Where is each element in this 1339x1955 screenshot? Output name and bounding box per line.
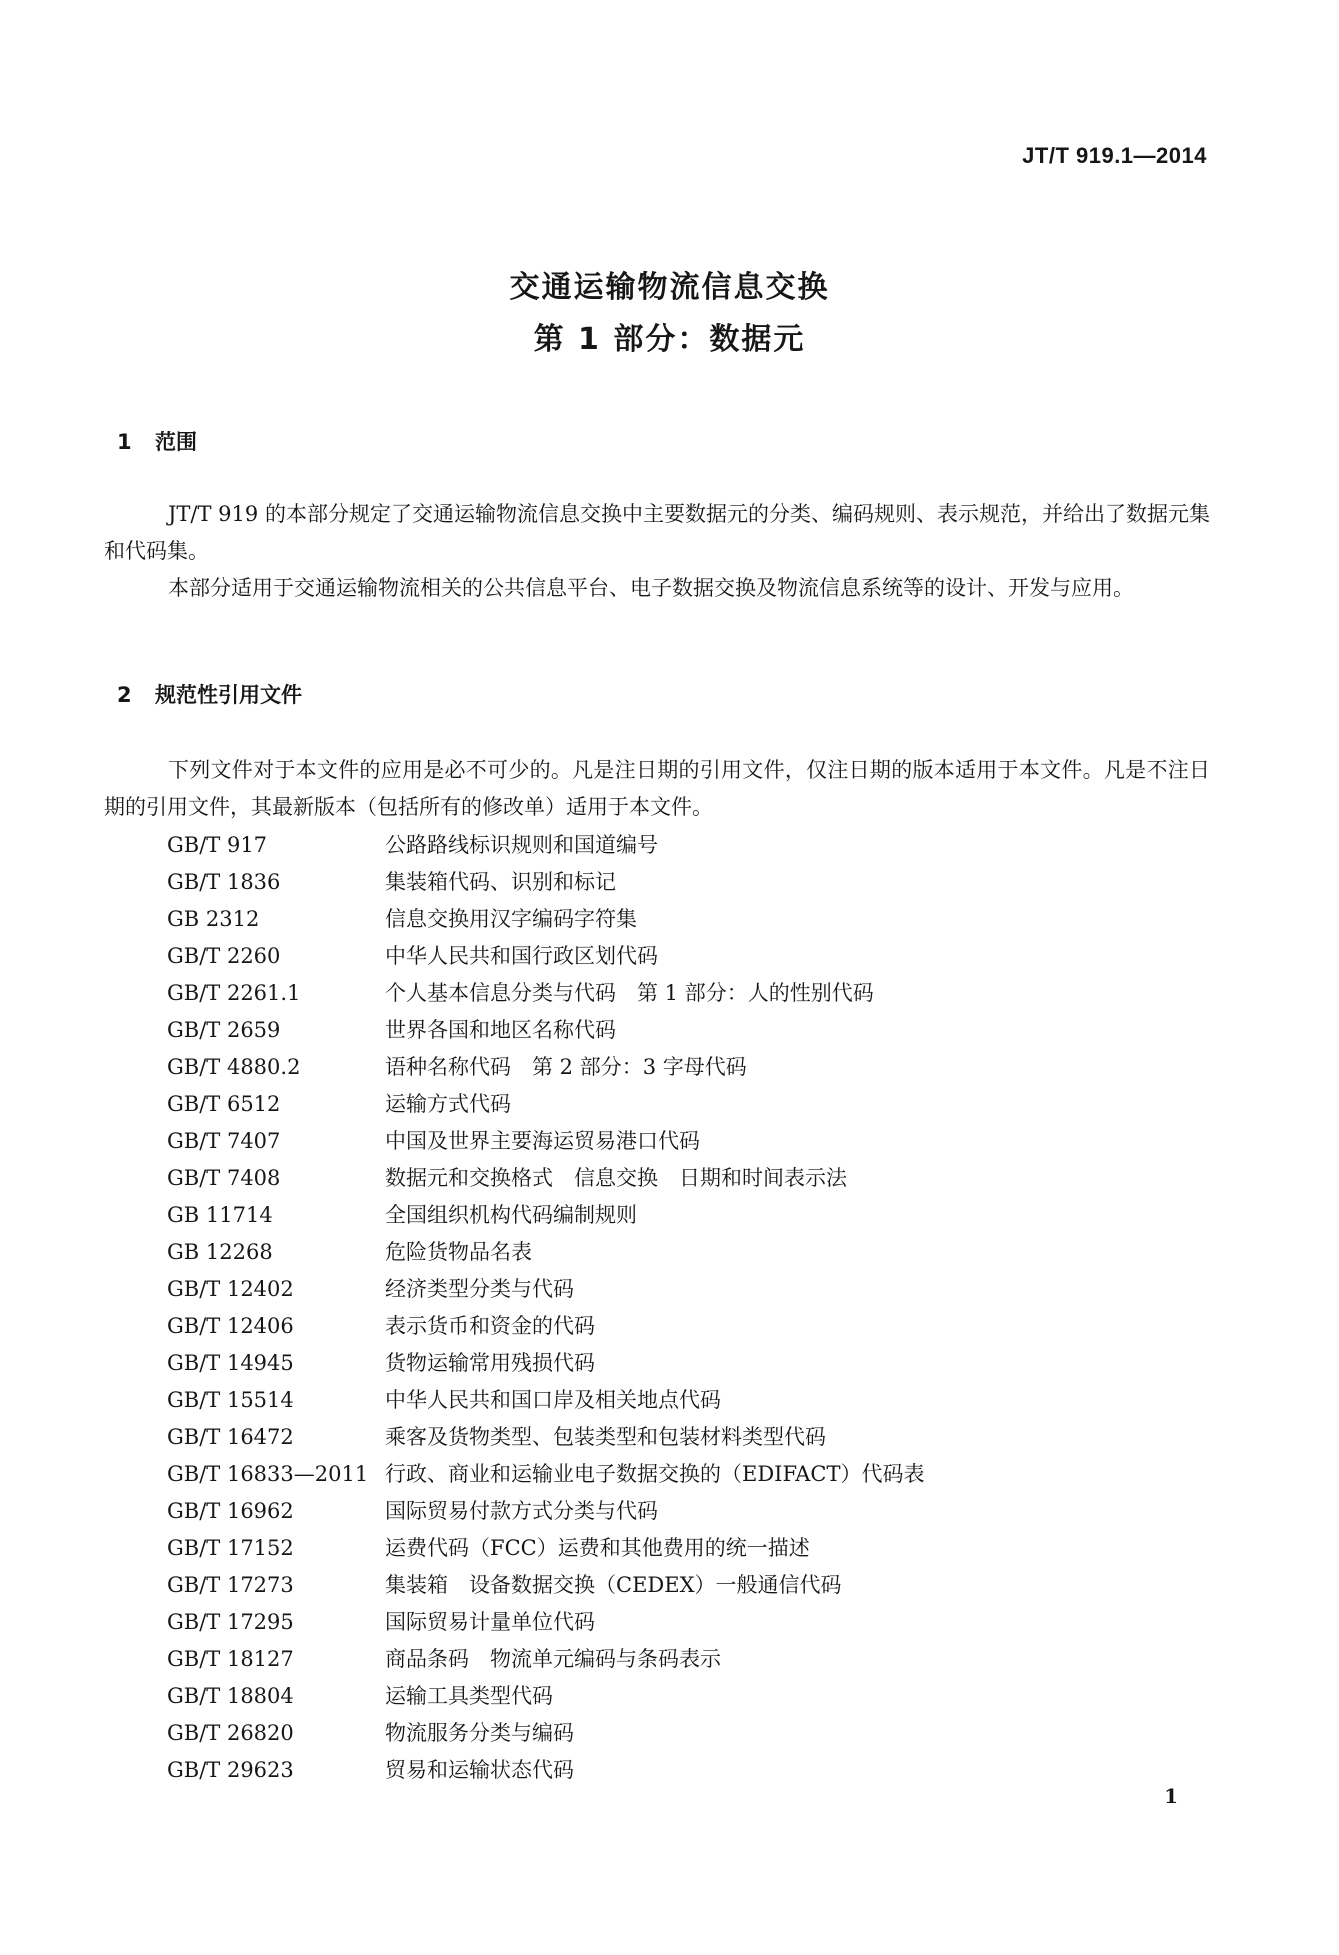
reference-list bbox=[167, 827, 1147, 1789]
reference-item bbox=[167, 1345, 1147, 1382]
reference-code: GB/T 29623 bbox=[167, 1758, 294, 1782]
reference-title: 全国组织机构代码编制规则 bbox=[385, 1203, 637, 1227]
reference-item bbox=[167, 1382, 1147, 1419]
reference-code: GB/T 17152 bbox=[167, 1536, 294, 1560]
reference-title: 世界各国和地区名称代码 bbox=[385, 1018, 616, 1042]
section-2-heading bbox=[117, 679, 302, 709]
reference-item bbox=[167, 1493, 1147, 1530]
reference-code: GB/T 16833—2011 bbox=[167, 1462, 369, 1486]
section-1-heading bbox=[117, 426, 197, 456]
reference-code: GB/T 12402 bbox=[167, 1277, 294, 1301]
reference-item bbox=[167, 975, 1147, 1012]
reference-title: 商品条码 物流单元编码与条码表示 bbox=[385, 1647, 721, 1671]
reference-code: GB/T 2659 bbox=[167, 1018, 281, 1042]
reference-item bbox=[167, 1456, 1147, 1493]
reference-code: GB/T 17273 bbox=[167, 1573, 294, 1597]
reference-code: GB/T 7408 bbox=[167, 1166, 281, 1190]
reference-code: GB/T 2261.1 bbox=[167, 981, 301, 1005]
reference-item bbox=[167, 1641, 1147, 1678]
section-title: 范围 bbox=[155, 430, 197, 454]
reference-title: 集装箱 设备数据交换（CEDEX）一般通信代码 bbox=[385, 1573, 842, 1597]
reference-title: 中华人民共和国口岸及相关地点代码 bbox=[385, 1388, 721, 1412]
reference-item bbox=[167, 1530, 1147, 1567]
reference-item bbox=[167, 1123, 1147, 1160]
reference-title: 危险货物品名表 bbox=[385, 1240, 532, 1264]
reference-code: GB 2312 bbox=[167, 907, 260, 931]
reference-code: GB/T 1836 bbox=[167, 870, 281, 894]
reference-item bbox=[167, 1567, 1147, 1604]
reference-title: 国际贸易计量单位代码 bbox=[385, 1610, 595, 1634]
reference-title: 国际贸易付款方式分类与代码 bbox=[385, 1499, 658, 1523]
reference-code: GB/T 17295 bbox=[167, 1610, 294, 1634]
reference-item bbox=[167, 1012, 1147, 1049]
document-number: JT/T 919.1—2014 bbox=[1022, 143, 1207, 168]
references-intro: 下列文件对于本文件的应用是必不可少的。凡是注日期的引用文件，仅注日期的版本适用于本文件。凡是不注日期的引用文件，其最新版本（包括所有的修改单）适用于本文件。 bbox=[104, 758, 1210, 819]
reference-title: 信息交换用汉字编码字符集 bbox=[385, 907, 637, 931]
document-title: 交通运输物流信息交换 bbox=[509, 270, 830, 305]
reference-title: 贸易和运输状态代码 bbox=[385, 1758, 574, 1782]
reference-item bbox=[167, 1086, 1147, 1123]
section-number: 2 bbox=[117, 683, 132, 707]
page-number: 1 bbox=[1164, 1784, 1178, 1808]
reference-item bbox=[167, 1308, 1147, 1345]
reference-title: 数据元和交换格式 信息交换 日期和时间表示法 bbox=[385, 1166, 847, 1190]
reference-item bbox=[167, 901, 1147, 938]
reference-code: GB/T 16472 bbox=[167, 1425, 294, 1449]
reference-code: GB/T 26820 bbox=[167, 1721, 294, 1745]
reference-item bbox=[167, 1197, 1147, 1234]
reference-code: GB/T 917 bbox=[167, 833, 268, 857]
reference-code: GB 11714 bbox=[167, 1203, 273, 1227]
reference-title: 行政、商业和运输业电子数据交换的（EDIFACT）代码表 bbox=[385, 1462, 925, 1486]
reference-title: 集装箱代码、识别和标记 bbox=[385, 870, 616, 894]
reference-code: GB/T 6512 bbox=[167, 1092, 281, 1116]
reference-title: 语种名称代码 第 2 部分：3 字母代码 bbox=[385, 1055, 747, 1079]
reference-title: 公路路线标识规则和国道编号 bbox=[385, 833, 658, 857]
reference-item bbox=[167, 1271, 1147, 1308]
scope-paragraph: JT/T 919 的本部分规定了交通运输物流信息交换中主要数据元的分类、编码规则、表示规范，并给出了数据元集和代码集。 bbox=[104, 502, 1210, 563]
reference-item bbox=[167, 1160, 1147, 1197]
reference-item bbox=[167, 1604, 1147, 1641]
reference-title: 运费代码（FCC）运费和其他费用的统一描述 bbox=[385, 1536, 810, 1560]
reference-code: GB/T 12406 bbox=[167, 1314, 294, 1338]
reference-code: GB/T 18804 bbox=[167, 1684, 294, 1708]
reference-code: GB/T 4880.2 bbox=[167, 1055, 301, 1079]
section-number: 1 bbox=[117, 430, 132, 454]
reference-code: GB/T 14945 bbox=[167, 1351, 294, 1375]
reference-title: 表示货币和资金的代码 bbox=[385, 1314, 595, 1338]
reference-title: 运输方式代码 bbox=[385, 1092, 511, 1116]
reference-code: GB/T 2260 bbox=[167, 944, 281, 968]
reference-title: 中华人民共和国行政区划代码 bbox=[385, 944, 658, 968]
reference-title: 货物运输常用残损代码 bbox=[385, 1351, 595, 1375]
reference-code: GB 12268 bbox=[167, 1240, 273, 1264]
reference-item bbox=[167, 1234, 1147, 1271]
reference-item bbox=[167, 1752, 1147, 1789]
reference-title: 中国及世界主要海运贸易港口代码 bbox=[385, 1129, 700, 1153]
reference-code: GB/T 7407 bbox=[167, 1129, 281, 1153]
reference-code: GB/T 15514 bbox=[167, 1388, 294, 1412]
reference-title: 运输工具类型代码 bbox=[385, 1684, 553, 1708]
reference-item bbox=[167, 1678, 1147, 1715]
reference-title: 经济类型分类与代码 bbox=[385, 1277, 574, 1301]
scope-paragraph: 本部分适用于交通运输物流相关的公共信息平台、电子数据交换及物流信息系统等的设计、开发与应用。 bbox=[168, 576, 1134, 600]
reference-item bbox=[167, 938, 1147, 975]
reference-item bbox=[167, 864, 1147, 901]
document-subtitle: 第 1 部分：数据元 bbox=[533, 322, 806, 357]
reference-title: 个人基本信息分类与代码 第 1 部分：人的性别代码 bbox=[385, 981, 874, 1005]
reference-item bbox=[167, 827, 1147, 864]
reference-item bbox=[167, 1049, 1147, 1086]
section-title: 规范性引用文件 bbox=[155, 683, 302, 707]
reference-title: 乘客及货物类型、包装类型和包装材料类型代码 bbox=[385, 1425, 826, 1449]
reference-code: GB/T 18127 bbox=[167, 1647, 294, 1671]
reference-item bbox=[167, 1715, 1147, 1752]
reference-code: GB/T 16962 bbox=[167, 1499, 294, 1523]
reference-title: 物流服务分类与编码 bbox=[385, 1721, 574, 1745]
reference-item bbox=[167, 1419, 1147, 1456]
